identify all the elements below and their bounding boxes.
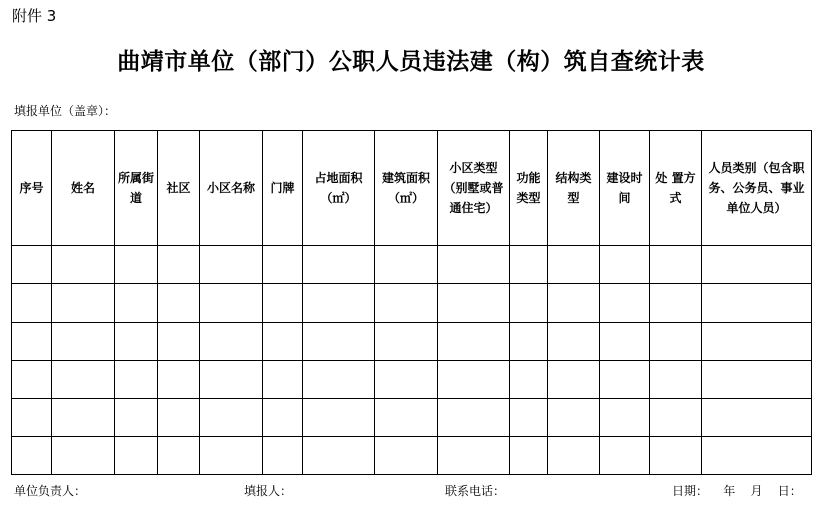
- table-cell[interactable]: [438, 284, 510, 322]
- table-cell[interactable]: [600, 284, 650, 322]
- date-label: 日期： 年 月 日：: [672, 484, 802, 498]
- table-cell[interactable]: [303, 246, 375, 284]
- table-cell[interactable]: [650, 360, 702, 398]
- header-cell: 结构类型: [548, 131, 600, 246]
- table-cell[interactable]: [115, 398, 158, 436]
- table-cell[interactable]: [158, 436, 200, 474]
- table-cell[interactable]: [510, 360, 548, 398]
- header-cell: 建设时间: [600, 131, 650, 246]
- table-cell[interactable]: [438, 322, 510, 360]
- table-cell[interactable]: [548, 284, 600, 322]
- table-cell[interactable]: [510, 246, 548, 284]
- table-cell[interactable]: [200, 398, 263, 436]
- table-cell[interactable]: [263, 360, 303, 398]
- table-cell[interactable]: [158, 322, 200, 360]
- table-cell[interactable]: [438, 360, 510, 398]
- header-cell: 所属街道: [115, 131, 158, 246]
- table-cell[interactable]: [600, 322, 650, 360]
- header-cell: 小区类型（别墅或普通住宅）: [438, 131, 510, 246]
- header-cell: 处 置方式: [650, 131, 702, 246]
- header-cell: 小区名称: [200, 131, 263, 246]
- table-cell[interactable]: [548, 398, 600, 436]
- table-cell[interactable]: [600, 360, 650, 398]
- table-row: [12, 284, 812, 322]
- table-cell[interactable]: [303, 436, 375, 474]
- table-cell[interactable]: [702, 360, 812, 398]
- table-cell[interactable]: [12, 322, 52, 360]
- header-cell: 社区: [158, 131, 200, 246]
- table-cell[interactable]: [200, 322, 263, 360]
- table-cell[interactable]: [52, 322, 115, 360]
- table-cell[interactable]: [158, 360, 200, 398]
- table-cell[interactable]: [438, 398, 510, 436]
- table-cell[interactable]: [702, 322, 812, 360]
- header-cell: 序号: [12, 131, 52, 246]
- table-cell[interactable]: [548, 322, 600, 360]
- table-cell[interactable]: [303, 360, 375, 398]
- table-cell[interactable]: [158, 284, 200, 322]
- header-cell: 功能类型: [510, 131, 548, 246]
- header-cell: 姓名: [52, 131, 115, 246]
- table-cell[interactable]: [12, 436, 52, 474]
- table-cell[interactable]: [510, 284, 548, 322]
- table-cell[interactable]: [548, 246, 600, 284]
- table-body: [12, 246, 812, 475]
- table-cell[interactable]: [263, 398, 303, 436]
- table-cell[interactable]: [52, 360, 115, 398]
- table-cell[interactable]: [263, 322, 303, 360]
- table-row: [12, 360, 812, 398]
- table-cell[interactable]: [510, 322, 548, 360]
- table-cell[interactable]: [303, 284, 375, 322]
- table-row: [12, 398, 812, 436]
- table-row: [12, 322, 812, 360]
- table-cell[interactable]: [375, 284, 438, 322]
- header-cell: 门牌: [263, 131, 303, 246]
- table-cell[interactable]: [115, 436, 158, 474]
- statistics-table: [11, 130, 812, 475]
- table-cell[interactable]: [200, 436, 263, 474]
- table-cell[interactable]: [263, 436, 303, 474]
- header-cell: 占地面积（㎡）: [303, 131, 375, 246]
- table-cell[interactable]: [375, 360, 438, 398]
- table-cell[interactable]: [548, 436, 600, 474]
- table-cell[interactable]: [115, 284, 158, 322]
- table-cell[interactable]: [303, 398, 375, 436]
- table-cell[interactable]: [263, 284, 303, 322]
- page-title: 曲靖市单位（部门）公职人员违法建（构）筑自查统计表: [117, 48, 705, 75]
- table-cell[interactable]: [12, 246, 52, 284]
- table-header-row: [12, 131, 812, 246]
- phone-label: 联系电话：: [445, 484, 506, 498]
- table-cell[interactable]: [52, 284, 115, 322]
- table-cell[interactable]: [438, 436, 510, 474]
- table-cell[interactable]: [650, 398, 702, 436]
- table-cell[interactable]: [158, 398, 200, 436]
- table-cell[interactable]: [115, 360, 158, 398]
- header-cell: 人员类别（包含职务、公务员、事业单位人员）: [702, 131, 812, 246]
- table-cell[interactable]: [548, 360, 600, 398]
- table-cell[interactable]: [438, 246, 510, 284]
- table-cell[interactable]: [650, 246, 702, 284]
- table-cell[interactable]: [702, 436, 812, 474]
- table-cell[interactable]: [702, 246, 812, 284]
- table-row: [12, 246, 812, 284]
- table-cell[interactable]: [12, 284, 52, 322]
- table-cell[interactable]: [702, 284, 812, 322]
- table-cell[interactable]: [158, 246, 200, 284]
- table-cell[interactable]: [375, 398, 438, 436]
- table-cell[interactable]: [702, 398, 812, 436]
- table-cell[interactable]: [303, 322, 375, 360]
- table-cell[interactable]: [600, 436, 650, 474]
- table-cell[interactable]: [510, 398, 548, 436]
- table-cell[interactable]: [650, 436, 702, 474]
- fill-unit-label: 填报单位（盖章）：: [14, 104, 117, 118]
- table-cell[interactable]: [115, 322, 158, 360]
- responsible-person-label: 单位负责人：: [14, 484, 87, 498]
- filler-label: 填报人：: [244, 484, 293, 498]
- table-cell[interactable]: [115, 246, 158, 284]
- table-cell[interactable]: [200, 246, 263, 284]
- table-cell[interactable]: [375, 246, 438, 284]
- table-cell[interactable]: [375, 436, 438, 474]
- table-cell[interactable]: [200, 284, 263, 322]
- table-cell[interactable]: [650, 284, 702, 322]
- table-cell[interactable]: [650, 322, 702, 360]
- table-cell[interactable]: [375, 322, 438, 360]
- table-cell[interactable]: [52, 436, 115, 474]
- header-cell: 建筑面积（㎡）: [375, 131, 438, 246]
- table-cell[interactable]: [510, 436, 548, 474]
- table-cell[interactable]: [12, 398, 52, 436]
- table-cell[interactable]: [263, 246, 303, 284]
- table-cell[interactable]: [600, 398, 650, 436]
- table-cell[interactable]: [52, 246, 115, 284]
- table-cell[interactable]: [600, 246, 650, 284]
- table-cell[interactable]: [52, 398, 115, 436]
- table-cell[interactable]: [12, 360, 52, 398]
- table-cell[interactable]: [200, 360, 263, 398]
- attachment-label: 附件 3: [12, 7, 57, 25]
- table-row: [12, 436, 812, 474]
